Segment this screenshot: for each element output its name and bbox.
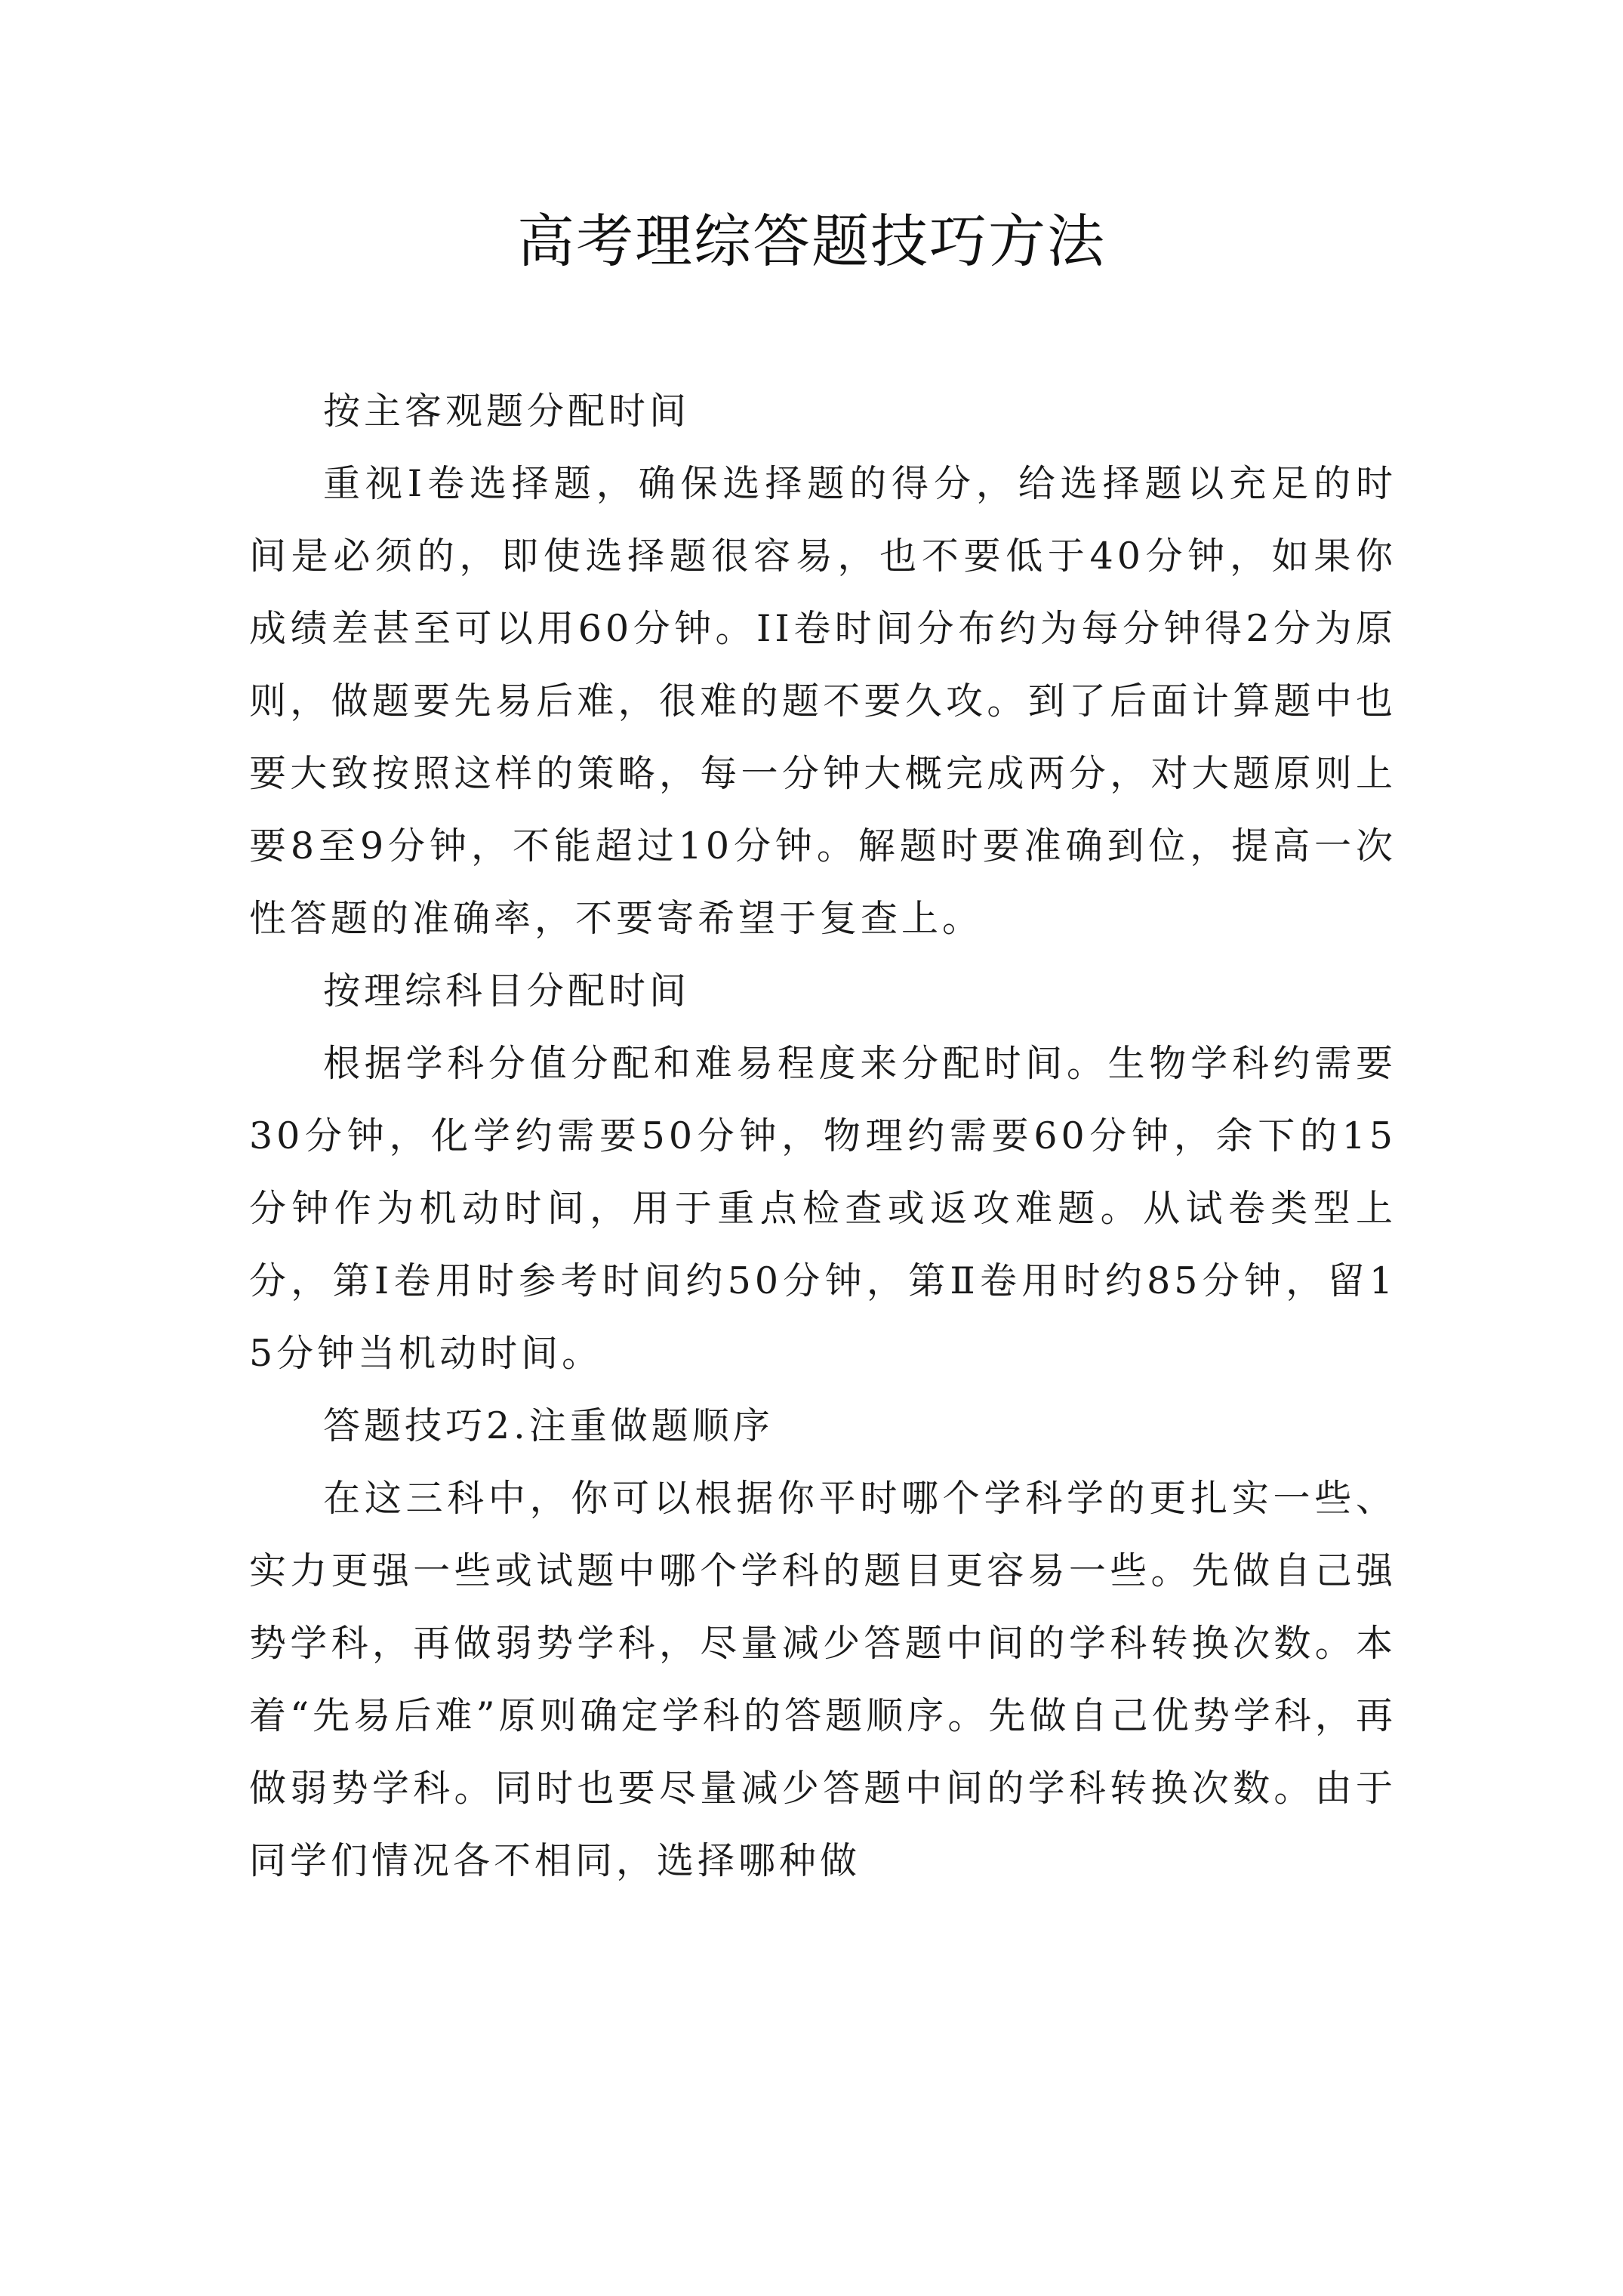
paragraph-subject-time-allocation: 根据学科分值分配和难易程度来分配时间。生物学科约需要30分钟，化学约需要50分钟，物理约需要60分钟，余下的15分钟作为机动时间，用于重点检查或返攻难题。从试卷类型上分，第Ⅰ卷用时参考时间约50分钟，第Ⅱ卷用时约85分钟，留15分钟当机动时间。 xyxy=(249,1042,1397,1375)
document-body xyxy=(249,375,1397,1897)
section-heading-time-by-subject: 按理综科目分配时间 xyxy=(323,969,691,1012)
section-heading-time-by-question-type: 按主客观题分配时间 xyxy=(323,390,691,433)
paragraph-choice-questions: 重视I卷选择题，确保选择题的得分，给选择题以充足的时间是必须的，即使选择题很容易，也不要低于40分钟，如果你成绩差甚至可以用60分钟。II卷时间分布约为每分钟得2分为原则，做题要先易后难，很难的题不要久攻。到了后面计算题中也要大致按照这样的策略，每一分钟大概完成两分，对大题原则上要8至9分钟，不能超过10分钟。解题时要准确到位，提高一次性答题的准确率，不要寄希望于复查上。 xyxy=(249,462,1397,940)
document-title: 高考理综答题技巧方法 xyxy=(517,208,1106,275)
paragraph-answer-order: 在这三科中，你可以根据你平时哪个学科学的更扎实一些、实力更强一些或试题中哪个学科的题目更容易一些。先做自己强势学科，再做弱势学科，尽量减少答题中间的学科转换次数。本着“先易后难”原则确定学科的答题顺序。先做自己优势学科，再做弱势学科。同时也要尽量减少答题中间的学科转换次数。由于同学们情况各不相同，选择哪种做 xyxy=(249,1477,1397,1882)
section-heading-answer-order: 答题技巧2.注重做题顺序 xyxy=(323,1404,774,1447)
